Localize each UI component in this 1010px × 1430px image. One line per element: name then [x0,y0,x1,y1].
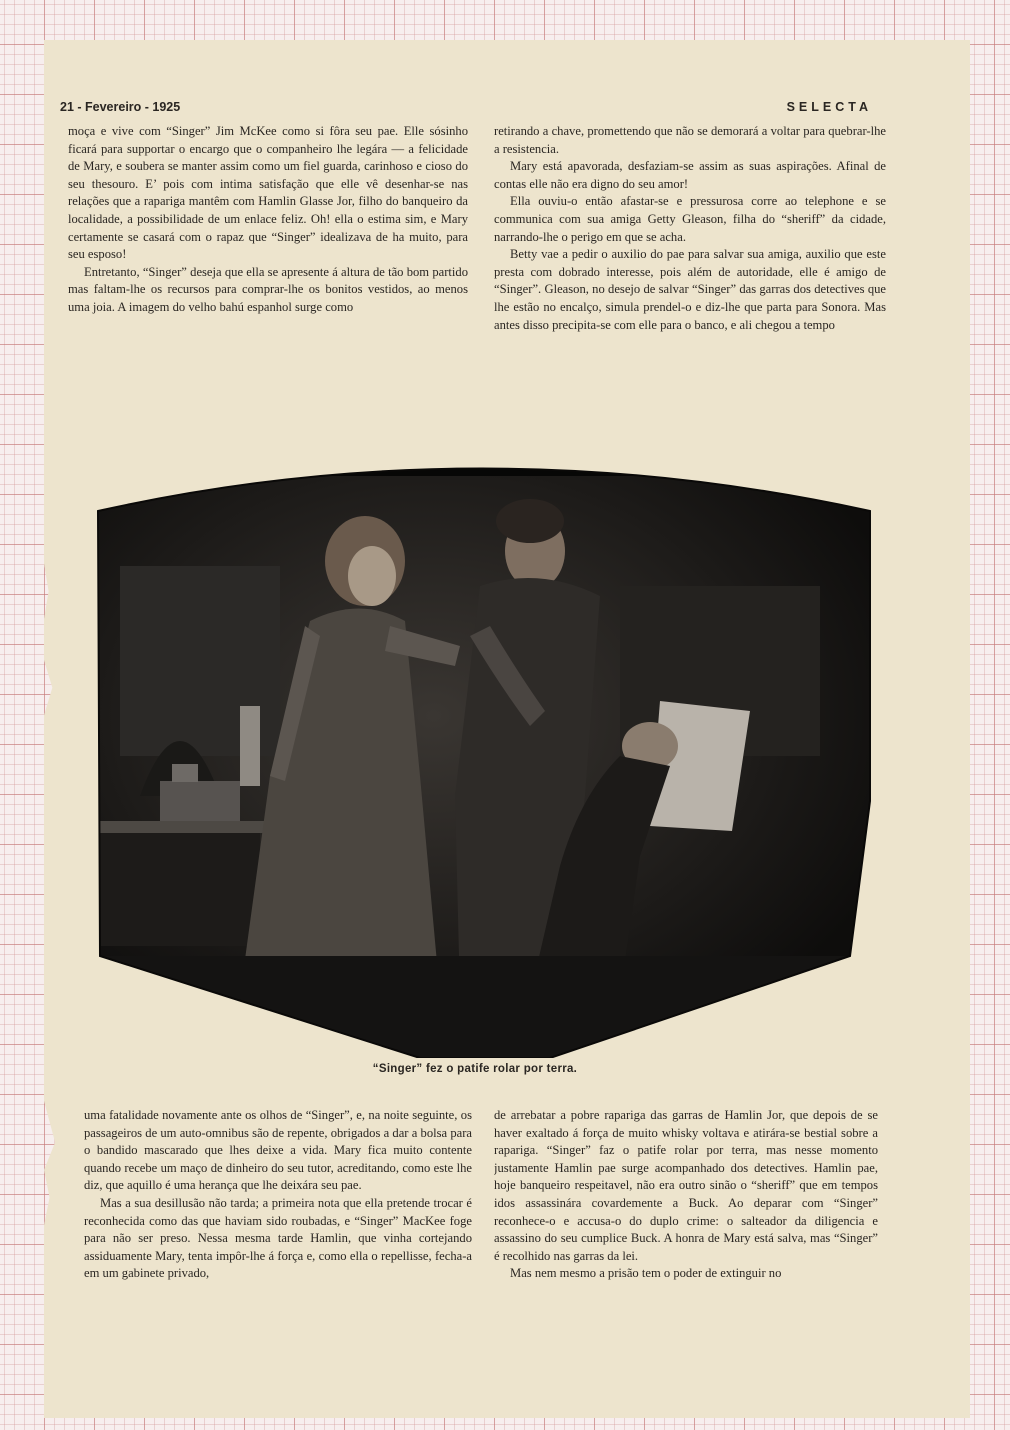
magazine-title: SELECTA [786,100,872,114]
paragraph: moça e vive com “Singer” Jim McKee como si fôra seu pae. Elle sósinho ficará para supportar o encargo que o companheiro lhe legára — a felicidade de Mary, e soubera se manter assim como um fiel guarda, carinhoso e cioso do seu thesouro. E’ pois com intima satisfação que elle vê desenhar-se nas relações que a rapariga mantêm com Hamlin Glasse Jor, filho do banqueiro da localidade, a possibilidade de um enlace feliz. Oh! ella o estima sim, e Mary certamente se casará com o rapaz que “Singer” idealizava de ha muito, para seu esposo! [68,124,468,262]
paragraph: Mas nem mesmo a prisão tem o poder de extinguir no [510,1266,782,1281]
paragraph: uma fatalidade novamente ante os olhos de “Singer”, e, na noite seguinte, os passageiros de um auto-omnibus são de repente, obrigados a dar a bolsa para o bandido mascarado que lhes deixe a vida. Mary fica muito contente quando recebe um maço de dinheiro do seu tutor, acreditando, como este lhe diz, que aquillo é uma herança que lhe deixára seu pae. [84,1108,472,1193]
film-still-photo [60,436,890,1058]
running-header [60,100,872,118]
paragraph: Mas a sua desillusão não tarda; a primeira nota que ella pretende trocar é reconhecida como das que haviam sido roubadas, e “Singer” MacKee foge para não ser preso. Nessa mesma tarde Hamlin, que vinha cortejando assiduamente Mary, tenta impôr-lhe á força e, como ella o repellisse, fecha-a em um gabinete privado, [84,1195,472,1281]
paragraph: Entretanto, “Singer” deseja que ella se apresente á altura de tão bom partido mas faltam-lhe os recursos para comprar-lhe os bonitos vestidos, ao menos uma joia. A imagem do velho bahú espanhol surge como [68,264,468,314]
paragraph: Betty vae a pedir o auxilio do pae para salvar sua amiga, auxilio que este presta com dobrado interesse, pois além de autoridade, elle é amigo de “Singer”. Gleason, no desejo de salvar “Singer” das garras dos detectives que lhe estão no encalço, simula prendel-o e diz-lhe que parta para Sonora. Mas antes disso precipita-se com elle para o banco, e ali chegou a tempo [494,247,886,332]
text-column-bottom-right [494,1107,878,1339]
paragraph: Mary está apavorada, desfaziam-se assim as suas aspirações. Afinal de contas elle não era digno do seu amor! [494,159,886,191]
photo-caption: “Singer” fez o patife rolar por terra. [372,1063,578,1075]
issue-date: 21 - Fevereiro - 1925 [60,100,181,114]
paragraph: Ella ouviu-o então afastar-se e pressurosa corre ao telephone e se communica com sua amiga Getty Gleason, filha do “sheriff” da cidade, narrando-lhe o perigo em que se acha. [494,194,886,244]
paragraph: de arrebatar a pobre rapariga das garras de Hamlin Jor, que depois de se haver exaltado á força de muito whisky voltava e atirára-se bestial sobre a rapariga. “Singer” faz o patife rolar por terra, mas nesse momento justamente Hamlin pae surge acompanhado dos detectives. Hamlin pae, hoje banqueiro respeitavel, não era outro sinão o “sheriff” que em tempos idos assassinára covardemente a Buck. Ao deparar com “Singer” reconhece-o e accusa-o do duplo crime: o salteador da diligencia e assassino do seu cumplice Buck. A honra de Mary está salva, mas “Singer” é recolhido nas garras da lei. [494,1108,878,1263]
paragraph: retirando a chave, promettendo que não se demorará a voltar para quebrar-lhe a resistencia. [494,124,886,156]
text-column-top-left [68,123,468,401]
text-column-bottom-left [84,1107,472,1339]
text-column-top-right [494,123,886,401]
